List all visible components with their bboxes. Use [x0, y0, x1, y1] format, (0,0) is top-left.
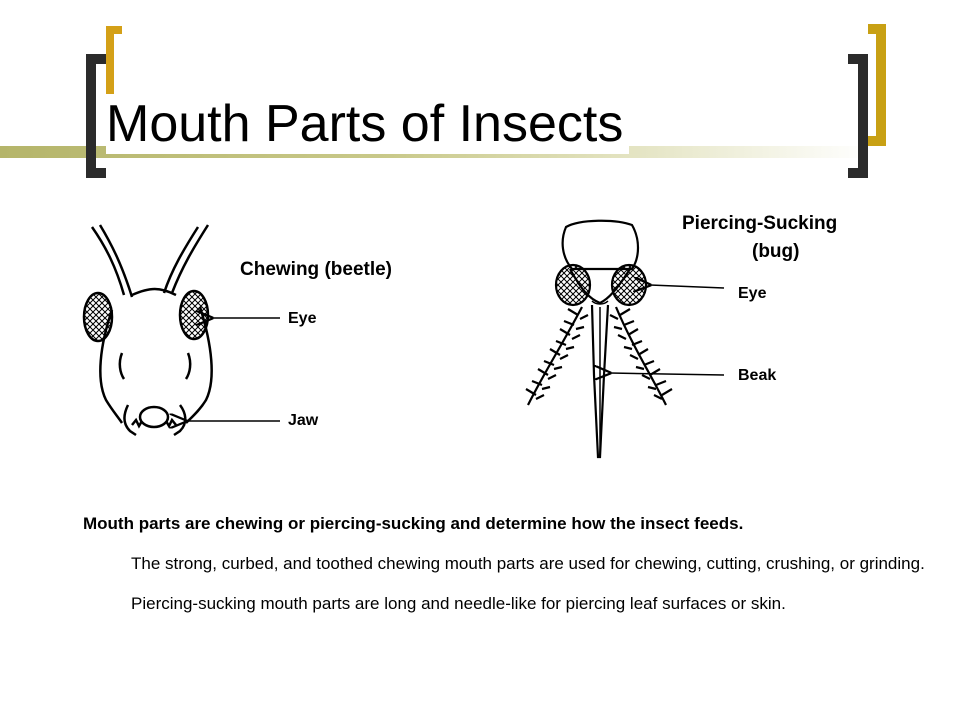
beetle-eye-label: Eye — [288, 310, 317, 327]
bug-beak-arrow — [610, 373, 724, 375]
bug-beak-label: Beak — [738, 367, 777, 384]
beetle-left-eye — [84, 293, 112, 341]
lead-statement: Mouth parts are chewing or piercing-sucking and determine how the insect feeds. — [83, 514, 744, 533]
piercing-heading-line1: Piercing-Sucking — [682, 213, 838, 234]
slide-title: Mouth Parts of Insects — [106, 94, 629, 154]
mouthparts-illustration — [60, 195, 900, 480]
piercing-heading-line2: (bug) — [752, 241, 800, 262]
chewing-description: The strong, curbed, and toothed chewing mouth parts are used for chewing, cutting, crushing, or grinding. — [131, 554, 925, 573]
bug-left-eye — [556, 265, 590, 305]
left-bracket-dark — [86, 54, 106, 178]
bug-eye-label: Eye — [738, 285, 767, 302]
piercing-description: Piercing-sucking mouth parts are long and needle-like for piercing leaf surfaces or skin. — [131, 594, 786, 613]
right-bracket-gold — [868, 24, 886, 146]
right-bracket-dark — [848, 54, 868, 178]
bug-right-eye — [612, 265, 646, 305]
beetle-right-eye — [180, 291, 208, 339]
slide-body — [83, 512, 933, 632]
beetle-jaw-label: Jaw — [288, 412, 319, 429]
chewing-heading: Chewing (beetle) — [240, 259, 393, 280]
bug-eye-arrow — [650, 285, 724, 288]
bug-head-drawing — [526, 221, 672, 457]
mouthparts-svg — [60, 195, 900, 480]
